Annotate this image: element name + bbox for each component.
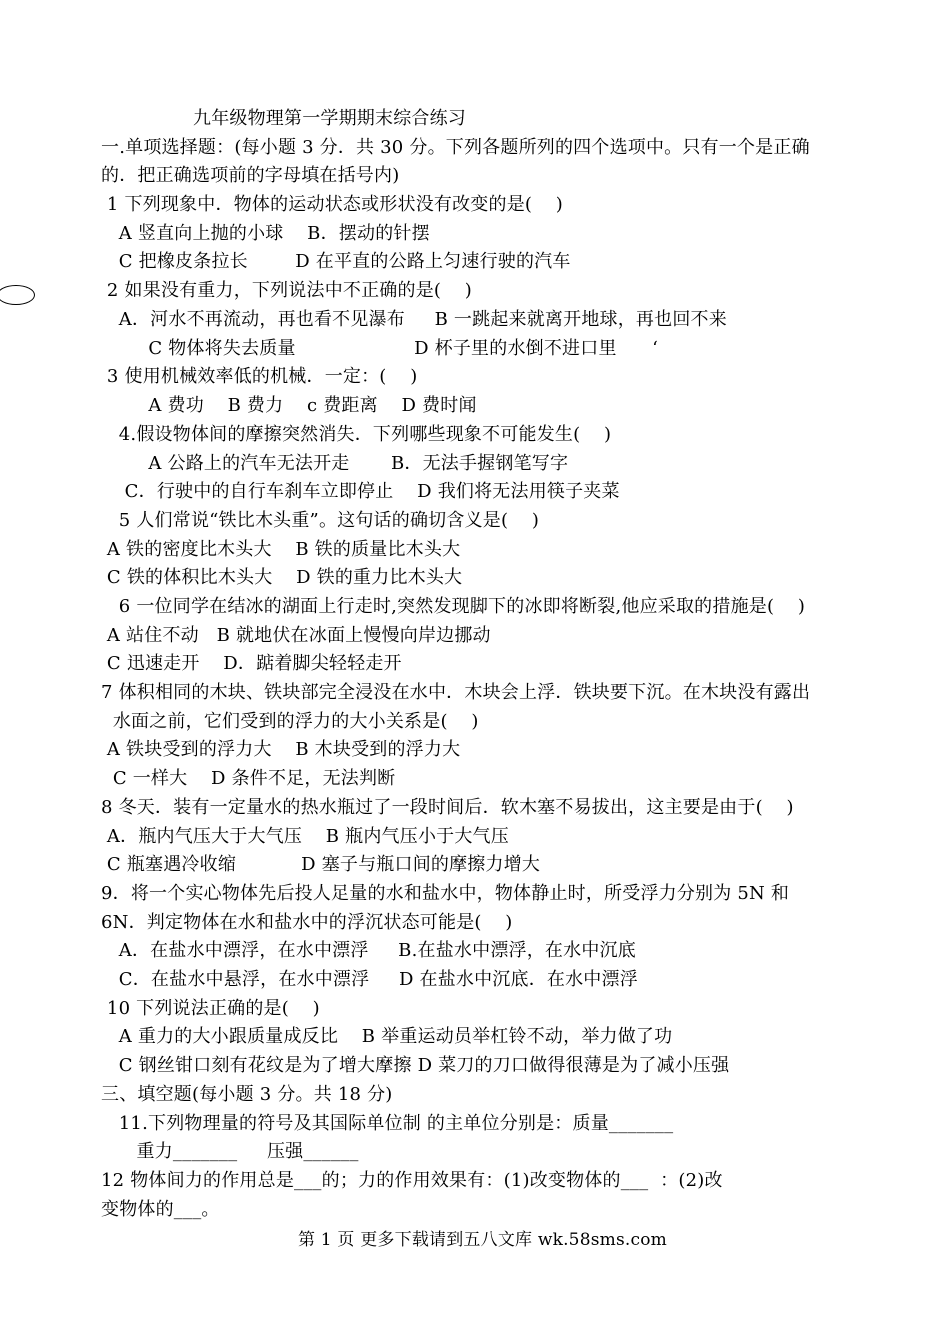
question-11-line-1: 11.下列物理量的符号及其国际单位制 的主单位分别是：质量_______: [101, 1113, 674, 1134]
question-3-options: A 费功 B 费力 c 费距离 D 费时闻: [101, 395, 477, 416]
question-4-options-ab: A 公路上的汽车无法开走 B．无法手握钢笔写字: [101, 453, 569, 474]
document-title: 九年级物理第一学期期末综合练习: [193, 108, 466, 129]
question-11-line-2: 重力_______ 压强______: [101, 1141, 359, 1162]
question-9-options-cd: C．在盐水中悬浮，在水中漂浮 D 在盐水中沉底．在水中漂浮: [101, 969, 638, 990]
question-5-options-cd: C 铁的体积比木头大 D 铁的重力比木头大: [101, 567, 463, 588]
question-6-options-ab: A 站住不动 B 就地伏在冰面上慢慢向岸边挪动: [101, 625, 491, 646]
question-10-options-ab: A 重力的大小跟质量成反比 B 举重运动员举杠铃不动，举力做了功: [101, 1026, 673, 1047]
question-5: 5 人们常说“铁比木头重”。这句话的确切含义是( ): [101, 510, 540, 531]
question-6: 6 一位同学在结冰的湖面上行走时,突然发现脚下的冰即将断裂,他应采取的措施是( ): [101, 596, 806, 617]
question-1-options-cd: C 把橡皮条拉长 D 在平直的公路上匀速行驶的汽车: [101, 251, 571, 272]
question-4-options-cd: C．行驶中的自行车刹车立即停止 D 我们将无法用筷子夹菜: [101, 481, 620, 502]
question-3: 3 使用机械效率低的机械．一定：( ): [101, 366, 418, 387]
question-7-options-ab: A 铁块受到的浮力大 B 木块受到的浮力大: [101, 739, 461, 760]
section-1-heading-line-1: 一.单项选择题：(每小题 3 分．共 30 分。下列各题所列的四个选项中。只有一个是正确: [101, 137, 810, 158]
question-2-options-ab: A．河水不再流动，再也看不见瀑布 B 一跳起来就离开地球，再也回不来: [101, 309, 727, 330]
hole-punch-oval: [0, 285, 35, 305]
question-5-options-ab: A 铁的密度比木头大 B 铁的质量比木头大: [101, 539, 461, 560]
question-8: 8 冬天．装有一定量水的热水瓶过了一段时间后．软木塞不易拔出，这主要是由于( ): [101, 797, 794, 818]
question-8-options-cd: C 瓶塞遇冷收缩 D 塞子与瓶口间的摩擦力增大: [101, 854, 541, 875]
question-10: 10 下列说法正确的是( ): [101, 998, 320, 1019]
question-1: 1 下列现象中．物体的运动状态或形状没有改变的是( ): [101, 194, 564, 215]
question-2: 2 如果没有重力，下列说法中不正确的是( ): [101, 280, 473, 301]
page-footer: 第 1 页 更多下载请到五八文库 wk.58sms.com: [298, 1230, 667, 1250]
question-9-options-ab: A．在盐水中漂浮，在水中漂浮 B.在盐水中漂浮，在水中沉底: [101, 940, 636, 961]
question-2-options-cd: C 物体将失去质量 D 杯子里的水倒不进口里 ‘: [101, 338, 659, 359]
question-9-line-2: 6N．判定物体在水和盐水中的浮沉状态可能是( ): [101, 912, 513, 933]
question-1-options-ab: A 竖直向上抛的小球 B．摆动的针摆: [101, 223, 430, 244]
question-7-line-2: 水面之前，它们受到的浮力的大小关系是( ): [101, 711, 479, 732]
question-7-line-1: 7 体积相同的木块、铁块部完全浸没在水中．木块会上浮．铁块要下沉。在木块没有露出: [101, 682, 811, 703]
question-4: 4.假设物体间的摩擦突然消失．下列哪些现象不可能发生( ): [101, 424, 612, 445]
question-6-options-cd: C 迅速走开 D．踮着脚尖轻轻走开: [101, 653, 402, 674]
question-7-options-cd: C 一样大 D 条件不足，无法判断: [101, 768, 396, 789]
question-12-line-1: 12 物体间力的作用总是___的；力的作用效果有：(1)改变物体的___ ：(2)改: [101, 1170, 723, 1191]
section-3-heading: 三、填空题(每小题 3 分。共 18 分): [101, 1084, 393, 1105]
section-1-heading-line-2: 的．把正确选项前的字母填在括号内): [101, 165, 400, 186]
question-10-options-cd: C 钢丝钳口刻有花纹是为了增大摩擦 D 菜刀的刀口做得很薄是为了减小压强: [101, 1055, 730, 1076]
question-8-options-ab: A．瓶内气压大于大气压 B 瓶内气压小于大气压: [101, 826, 509, 847]
question-9-line-1: 9．将一个实心物体先后投人足量的水和盐水中，物体静止时，所受浮力分别为 5N 和: [101, 883, 790, 904]
question-12-line-2: 变物体的___。: [101, 1199, 220, 1220]
